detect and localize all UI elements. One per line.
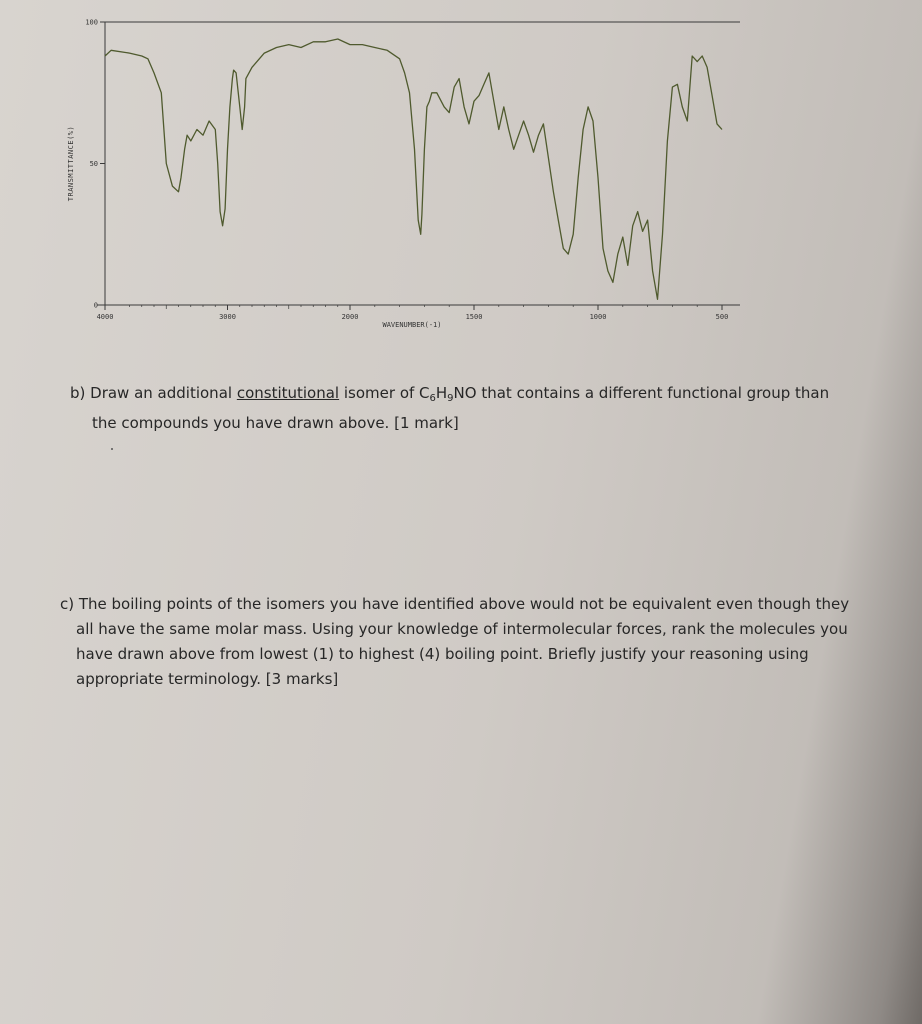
question-c-line-3: have drawn above from lowest (1) to highest (4) boiling point. Briefly justify your reasoning using	[76, 645, 809, 663]
x-tick-label: 1000	[589, 313, 607, 321]
question-b-line-2: the compounds you have drawn above. [1 mark]	[92, 414, 459, 432]
x-axis-label: WAVENUMBER(-1)	[382, 321, 442, 329]
formula-subscript-hydrogen: 9	[447, 393, 454, 404]
ir-spectrum-svg	[60, 10, 750, 340]
y-tick-label: 50	[89, 160, 98, 168]
question-c-line-4: appropriate terminology. [3 marks]	[76, 670, 339, 688]
question-b-text-prefix: b) Draw an additional	[70, 384, 237, 402]
spectrum-line	[105, 39, 722, 299]
x-tick-label: 500	[715, 313, 729, 321]
pen-mark-dot	[111, 448, 113, 450]
question-c-line-1: c) The boiling points of the isomers you have identified above would not be equivalent even though they	[60, 595, 850, 613]
question-b-line-1	[70, 381, 860, 411]
ir-spectrum-chart	[60, 10, 750, 340]
question-b-text-mid: isomer of C	[339, 384, 430, 402]
question-b-underlined-word: constitutional	[236, 384, 340, 402]
y-tick-label: 0	[93, 301, 98, 310]
question-c	[60, 592, 880, 692]
y-axis-label: TRANSMITTANCE(%)	[67, 125, 75, 202]
formula-subscript-carbon: 6	[429, 393, 436, 404]
formula-hydrogen: H	[435, 384, 448, 402]
question-b	[70, 381, 860, 436]
y-tick-label: 100	[85, 18, 98, 27]
x-tick-label: 3000	[219, 313, 236, 321]
x-tick-label: 1500	[465, 313, 483, 321]
question-b-text-suffix: NO that contains a different functional group than	[453, 384, 830, 402]
x-tick-label: 4000	[96, 313, 114, 321]
question-c-line-2: all have the same molar mass. Using your knowledge of intermolecular forces, rank the molecules you	[76, 620, 848, 638]
x-tick-label: 2000	[341, 313, 359, 321]
